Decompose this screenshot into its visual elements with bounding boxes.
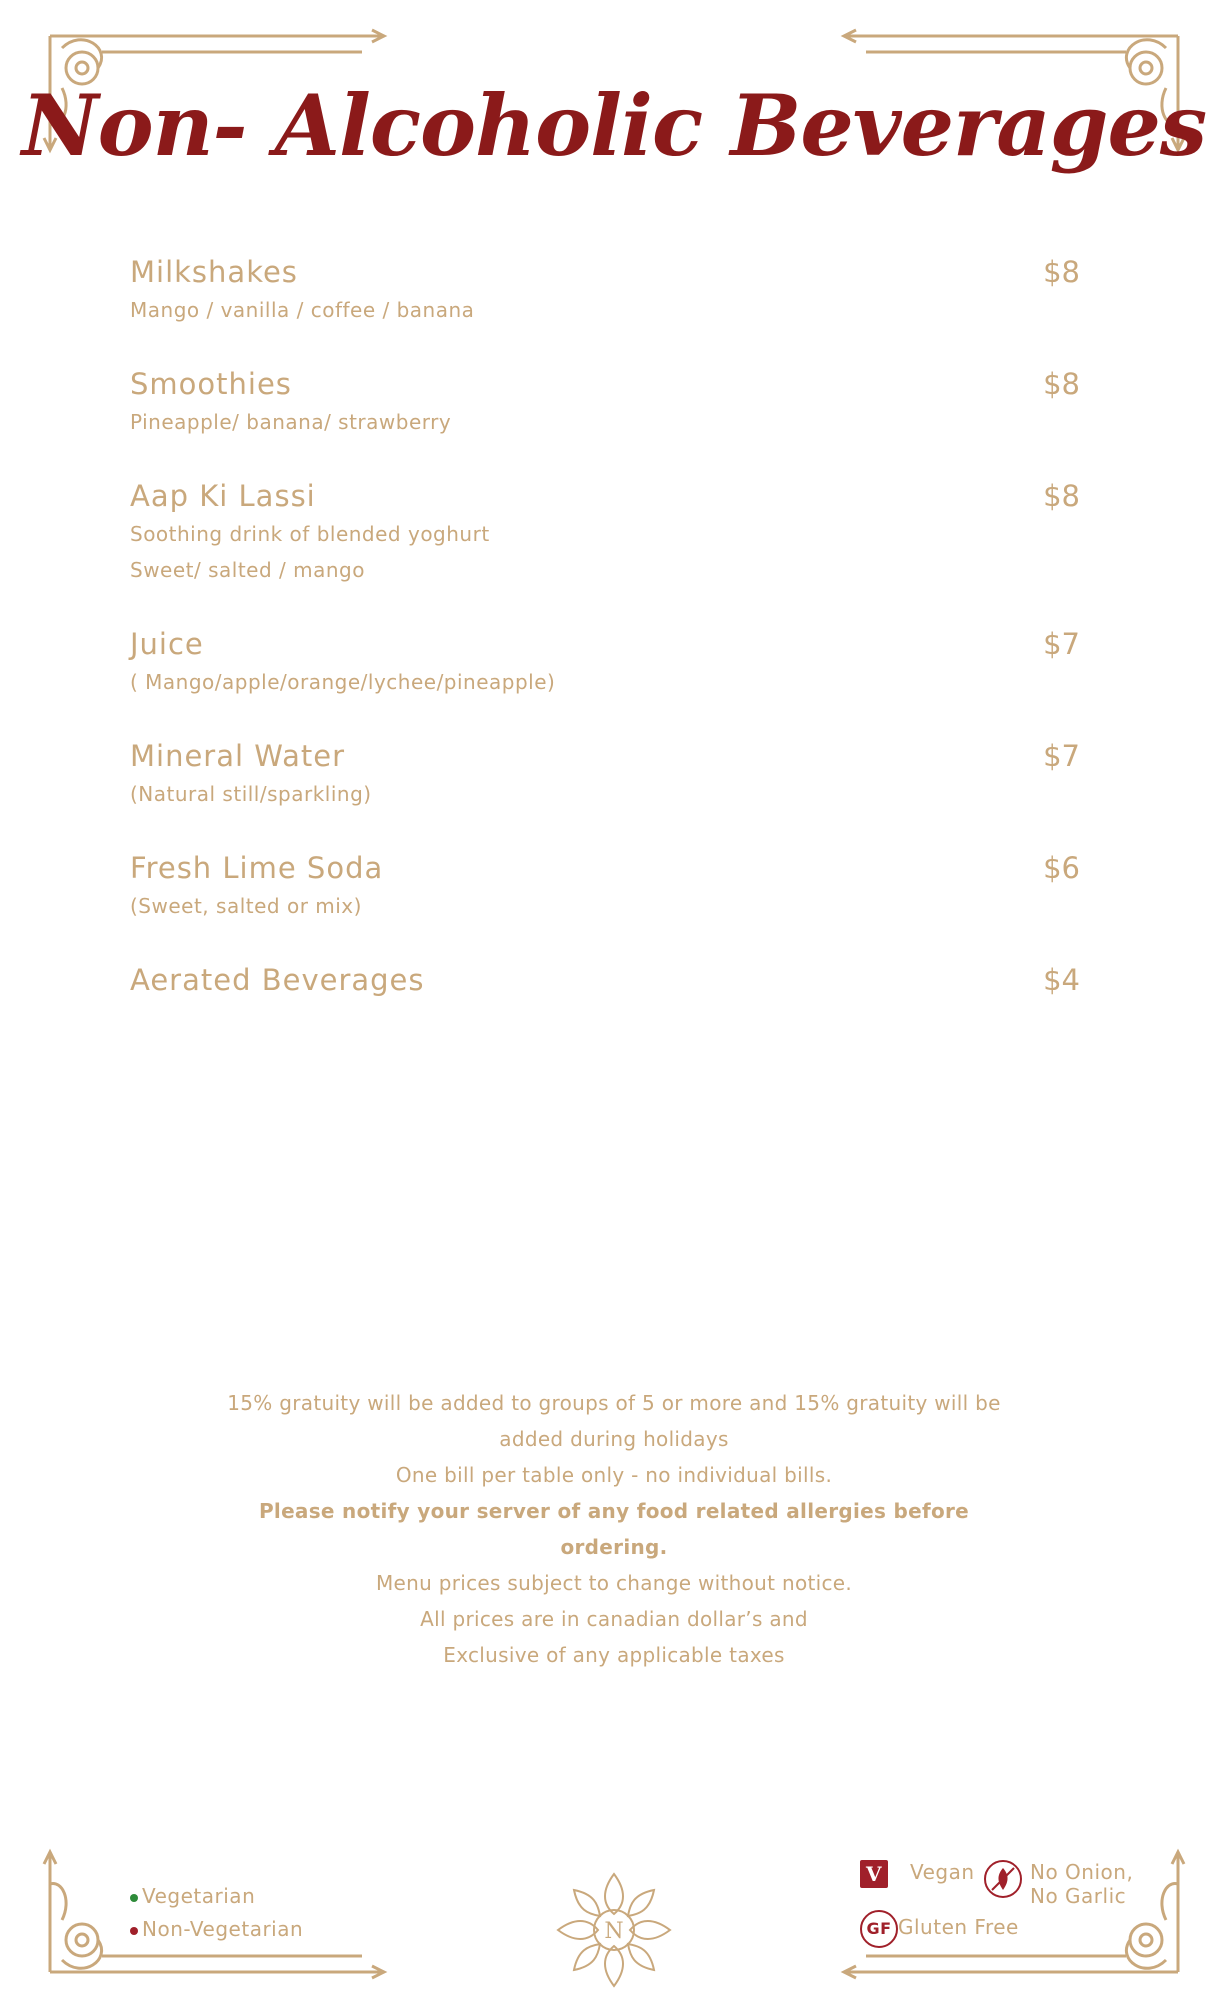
note-line: One bill per table only - no individual bills. <box>395 1463 833 1487</box>
beverage-menu <box>130 252 1080 1036</box>
item-name: Mineral Water <box>130 739 345 773</box>
item-name: Smoothies <box>130 367 292 401</box>
gluten-free-icon: GF <box>860 1910 898 1948</box>
item-price: $4 <box>1043 963 1080 997</box>
menu-item <box>130 848 1080 924</box>
item-name: Aap Ki Lassi <box>130 479 316 513</box>
item-description: Soothing drink of blended yoghurt <box>130 522 490 546</box>
note-line: Exclusive of any applicable taxes <box>443 1643 785 1667</box>
item-name: Milkshakes <box>130 255 298 289</box>
note-line: added during holidays <box>499 1427 729 1451</box>
note-line: All prices are in canadian dollar’s and <box>420 1607 808 1631</box>
item-description: (Natural still/sparkling) <box>130 782 372 806</box>
item-description: Pineapple/ banana/ strawberry <box>130 410 452 434</box>
legend-label <box>1030 1860 1133 1908</box>
dietary-symbols-legend <box>860 1860 1160 1960</box>
note-line: Menu prices subject to change without notice. <box>375 1571 853 1595</box>
menu-item <box>130 736 1080 812</box>
menu-item <box>130 252 1080 328</box>
legend-vegan <box>860 1860 975 1888</box>
legend-label-line: No Garlic <box>1030 1884 1127 1908</box>
item-description: Sweet/ salted / mango <box>130 558 365 582</box>
item-name: Fresh Lime Soda <box>130 851 384 885</box>
menu-item <box>130 960 1080 1000</box>
item-description: (Sweet, salted or mix) <box>130 894 362 918</box>
legend-label: Gluten Free <box>898 1915 1019 1939</box>
logo-letter: N <box>604 1919 624 1944</box>
restaurant-logo <box>554 1870 674 1990</box>
item-price: $7 <box>1043 739 1080 773</box>
item-name: Juice <box>130 627 204 661</box>
item-name: Aerated Beverages <box>130 963 425 997</box>
note-line: 15% gratuity will be added to groups of 5 or more and 15% gratuity will be <box>227 1391 1001 1415</box>
menu-item <box>130 624 1080 700</box>
vegan-icon: V <box>860 1860 888 1888</box>
item-price: $8 <box>1043 367 1080 401</box>
red-dot-icon <box>130 1927 138 1935</box>
legend-label-line: No Onion, <box>1030 1860 1134 1884</box>
legend-non-vegetarian <box>130 1913 303 1946</box>
no-onion-garlic-icon <box>984 1860 1022 1898</box>
item-description: Mango / vanilla / coffee / banana <box>130 298 475 322</box>
menu-item <box>130 364 1080 440</box>
policy-notes <box>214 1385 1014 1673</box>
legend-gluten-free <box>860 1910 1019 1948</box>
legend-vegetarian <box>130 1880 303 1913</box>
legend-label: Non-Vegetarian <box>142 1917 304 1941</box>
legend-no-onion-garlic <box>984 1860 1133 1908</box>
legend-label: Vegan <box>910 1860 975 1884</box>
page-title: Non- Alcoholic Beverages <box>21 76 1207 175</box>
diet-legend <box>130 1880 303 1946</box>
allergy-note: Please notify your server of any food related allergies before ordering. <box>258 1499 970 1559</box>
item-price: $8 <box>1043 479 1080 513</box>
legend-label: Vegetarian <box>142 1884 256 1908</box>
item-description: ( Mango/apple/orange/lychee/pineapple) <box>130 670 556 694</box>
menu-item <box>130 476 1080 588</box>
green-dot-icon <box>130 1894 138 1902</box>
item-price: $8 <box>1043 255 1080 289</box>
item-price: $6 <box>1043 851 1080 885</box>
item-price: $7 <box>1043 627 1080 661</box>
